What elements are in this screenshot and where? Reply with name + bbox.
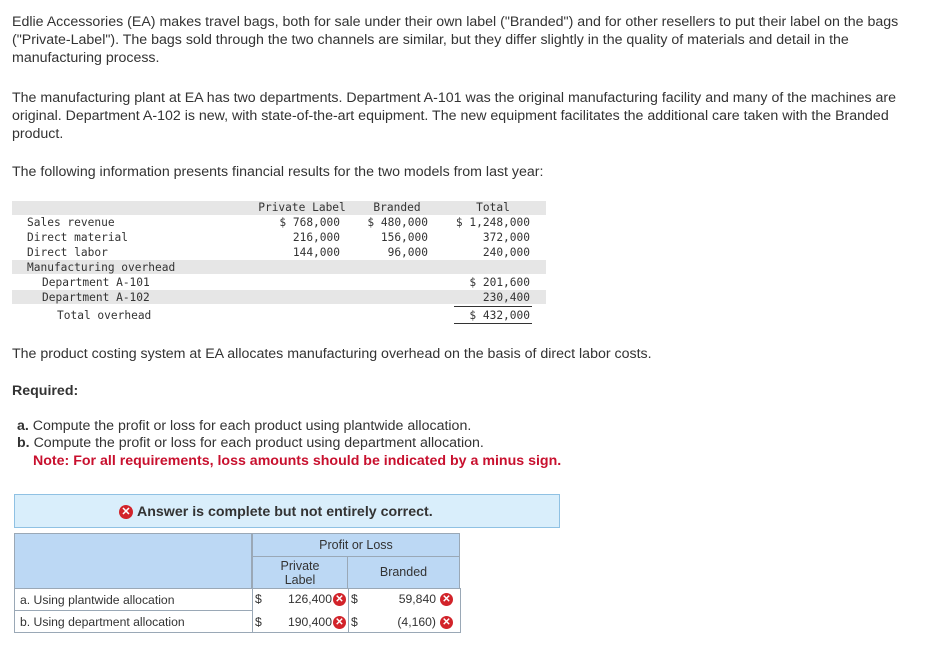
column-divider: [348, 588, 349, 633]
intro-paragraph-2: The manufacturing plant at EA has two departments. Department A-101 was the original manufacturing facility and many of the machines are original. Department A-102 is new, with state-of-the-art equipment. The new equipment facilitates the additional care taken with the Branded product.: [12, 90, 897, 142]
row-label: Direct labor: [27, 246, 108, 259]
row-header-corner: [14, 533, 252, 589]
table-bottom-border: [252, 632, 461, 633]
cell-total: $ 432,000: [469, 309, 530, 322]
intro-paragraph-4: The product costing system at EA allocates manufacturing overhead on the basis of direct labor costs.: [12, 346, 652, 362]
requirement-b-prefix: b.: [17, 435, 30, 451]
cell-private: 144,000: [292, 246, 340, 259]
answer-value-private-plantwide[interactable]: 126,400: [287, 592, 332, 606]
intro-paragraph-1: Edlie Accessories (EA) makes travel bags, both for sale under their own label ("Branded") and for other resellers to put their label on the bags ("Private-Label"). The bags sold through the two channels are similar, but they differ slightly in the quality of materials and detail in the manufacturing process.: [12, 14, 899, 66]
answer-table: [14, 533, 462, 633]
row-label: Sales revenue: [27, 216, 115, 229]
cell-branded: 96,000: [387, 246, 428, 259]
row-label: Department A-102: [42, 291, 150, 304]
cell-private: 216,000: [292, 231, 340, 244]
row-label: Direct material: [27, 231, 129, 244]
incorrect-icon: ✕: [119, 505, 133, 519]
incorrect-icon: ✕: [440, 616, 453, 629]
group-header-profit-or-loss: Profit or Loss: [252, 533, 460, 557]
answer-value-branded-department[interactable]: (4,160): [397, 615, 436, 629]
answer-row-label: b. Using department allocation: [14, 610, 253, 633]
column-divider: [460, 588, 461, 633]
requirement-note: Note: For all requirements, loss amounts should be indicated by a minus sign.: [33, 453, 562, 469]
row-label: Total overhead: [57, 309, 152, 322]
column-divider: [252, 588, 253, 633]
requirement-b-text: Compute the profit or loss for each product using department allocation.: [33, 435, 484, 451]
header-branded: Branded: [373, 201, 421, 214]
currency-symbol: $: [255, 615, 262, 629]
cell-branded: $ 480,000: [367, 216, 428, 229]
required-heading: Required:: [12, 383, 79, 399]
answer-status-text: Answer is complete but not entirely correct.: [137, 504, 433, 520]
column-header-branded: Branded: [347, 556, 460, 589]
requirement-a-prefix: a.: [17, 418, 29, 434]
intro-paragraph-3: The following information presents financial results for the two models from last year:: [12, 164, 544, 180]
answer-row-label: a. Using plantwide allocation: [14, 588, 253, 611]
column-header-private-label: Private Label: [252, 556, 348, 589]
cell-total: 372,000: [482, 231, 530, 244]
cell-total: $ 201,600: [469, 276, 530, 289]
financial-results-table: [12, 201, 548, 325]
answer-value-branded-plantwide[interactable]: 59,840: [398, 592, 436, 606]
requirement-b: [17, 434, 484, 452]
subtotal-underline: [454, 306, 532, 307]
header-total: Total: [476, 201, 510, 214]
currency-symbol: $: [255, 592, 262, 606]
total-double-underline: [454, 323, 532, 324]
cell-total: 240,000: [482, 246, 530, 259]
incorrect-icon: ✕: [440, 593, 453, 606]
cell-private: $ 768,000: [279, 216, 340, 229]
currency-symbol: $: [351, 592, 358, 606]
row-label: Department A-101: [42, 276, 150, 289]
requirement-a: [17, 417, 471, 435]
currency-symbol: $: [351, 615, 358, 629]
cell-branded: 156,000: [380, 231, 428, 244]
incorrect-icon: ✕: [333, 616, 346, 629]
answer-status-banner: [14, 494, 560, 528]
incorrect-icon: ✕: [333, 593, 346, 606]
row-label: Manufacturing overhead: [27, 261, 176, 274]
cell-total: 230,400: [482, 291, 530, 304]
cell-total: $ 1,248,000: [455, 216, 530, 229]
answer-value-private-department[interactable]: 190,400: [287, 615, 332, 629]
requirement-a-text: Compute the profit or loss for each product using plantwide allocation.: [32, 418, 472, 434]
header-private-label: Private Label: [258, 201, 346, 214]
